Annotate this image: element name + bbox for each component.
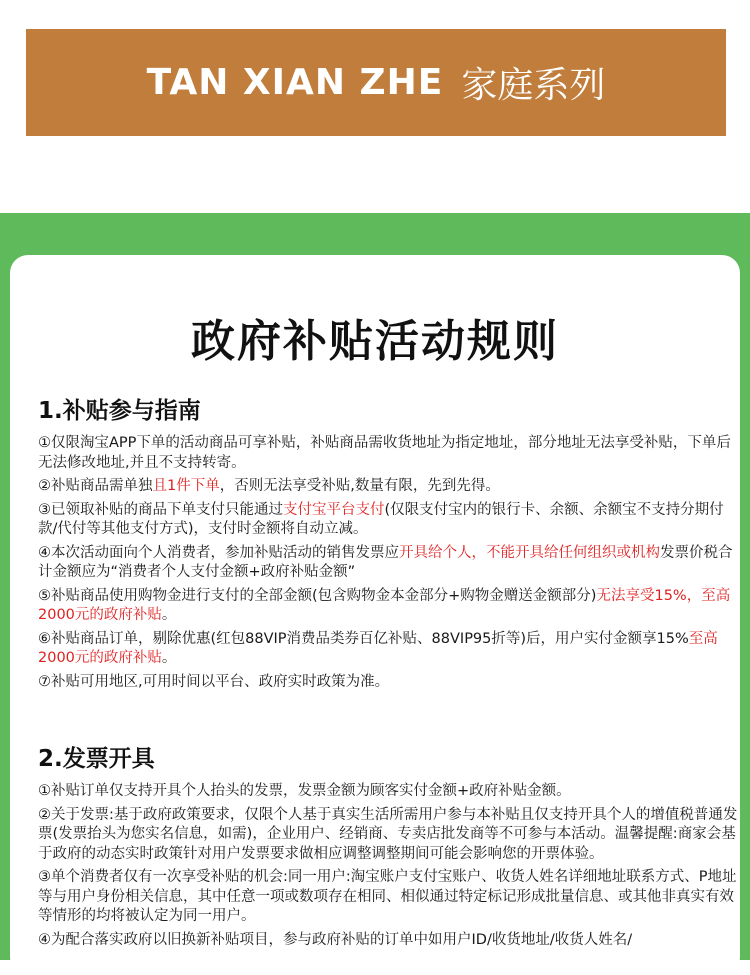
brand-name: TAN XIAN ZHE: [146, 62, 444, 103]
rule-text: ①仅限淘宝APP下单的活动商品可享补贴，补贴商品需收货地址为指定地址，部分地址无法享受补贴，下单后无法修改地址,并且不支持转寄。: [38, 435, 731, 471]
rule-text: 。: [161, 607, 177, 623]
rule-text: ①补贴订单仅支持开具个人抬头的发票，发票金额为顾客实付金额+政府补贴金额。: [38, 783, 571, 799]
rule-highlight: 且1件下单: [152, 478, 220, 494]
invoice-rule-list: [38, 782, 738, 954]
rule-item: [38, 782, 738, 802]
rule-item: [38, 868, 738, 927]
section-heading-guide: 1.补贴参与指南: [38, 398, 201, 424]
rule-text: ③已领取补贴的商品下单支付只能通过: [38, 501, 283, 518]
rule-text: ④为配合落实政府以旧换新补贴项目，参与政府补贴的订单中如用户ID/收货地址/收货人姓名/: [38, 931, 633, 948]
rule-text: ⑥补贴商品订单，剔除优惠(红包88VIP消费品类券百亿补贴、88VIP95折等)后，用户实付金额享15%: [38, 630, 689, 647]
rule-item: [38, 931, 738, 951]
rule-highlight: 支付宝平台支付: [283, 501, 385, 518]
rule-highlight: 至高2000元的政府补贴: [38, 630, 718, 666]
rule-item: [38, 673, 738, 693]
rule-text: ④本次活动面向个人消费者，参加补贴活动的销售发票应: [38, 544, 399, 561]
rule-text: ②补贴商品需单独: [38, 478, 153, 494]
brand-series: 家庭系列: [461, 65, 606, 106]
rule-item: [38, 544, 738, 583]
page-title: 政府补贴活动规则: [191, 316, 559, 367]
rule-item: [38, 477, 738, 497]
rule-item: [38, 630, 738, 669]
rule-highlight: 开具给个人，不能开具给任何组织或机构: [399, 544, 660, 561]
rule-text: ⑤补贴商品使用购物金进行支付的全部金额(包含购物金本金部分+购物金赠送金额部分): [38, 587, 597, 604]
rule-text: ②关于发票:基于政府政策要求，仅限个人基于真实生活所需用户参与本补贴且仅支持开具个人的增值税普通发票(发票抬头为您实名信息，如需)，企业用户、经销商、专卖店批发商等不可参与本活动。温馨提醒:商家会基于政府的动态实时政策针对用户发票要求做相应调整调整期间可能会影响您的开票体验。: [38, 806, 738, 862]
rule-highlight: 无法享受15%，至高2000元的政府补贴: [38, 587, 731, 623]
brand-banner: [26, 29, 726, 136]
rule-item: [38, 806, 738, 865]
rule-item: [38, 501, 738, 540]
rule-text: 。: [161, 650, 177, 666]
rule-text: ，否则无法享受补贴,数量有限，先到先得。: [219, 478, 500, 494]
guide-rule-list: [38, 434, 738, 696]
rule-text: (仅限支付宝内的银行卡、余额、余额宝不支持分期付款/代付等其他支付方式)，支付时金额将自动立减。: [38, 501, 724, 537]
rule-item: [38, 434, 738, 473]
rule-text: ③单个消费者仅有一次享受补贴的机会:同一用户:淘宝账户支付宝账户、收货人姓名详细地址联系方式、P地址等与用户身份相关信息，其中任意一项或数项存在相同、相似通过特定标记形成批量信息、或其他非真实有效等情形的均将被认定为同一用户。: [38, 869, 737, 924]
rule-item: [38, 587, 738, 626]
rule-text: ⑦补贴可用地区,可用时间以平台、政府实时政策为准。: [38, 673, 390, 690]
section-heading-invoice: 2.发票开具: [38, 746, 155, 772]
rule-text: 发票价税合计金额应为“消费者个人支付金额+政府补贴金额”: [38, 544, 733, 580]
